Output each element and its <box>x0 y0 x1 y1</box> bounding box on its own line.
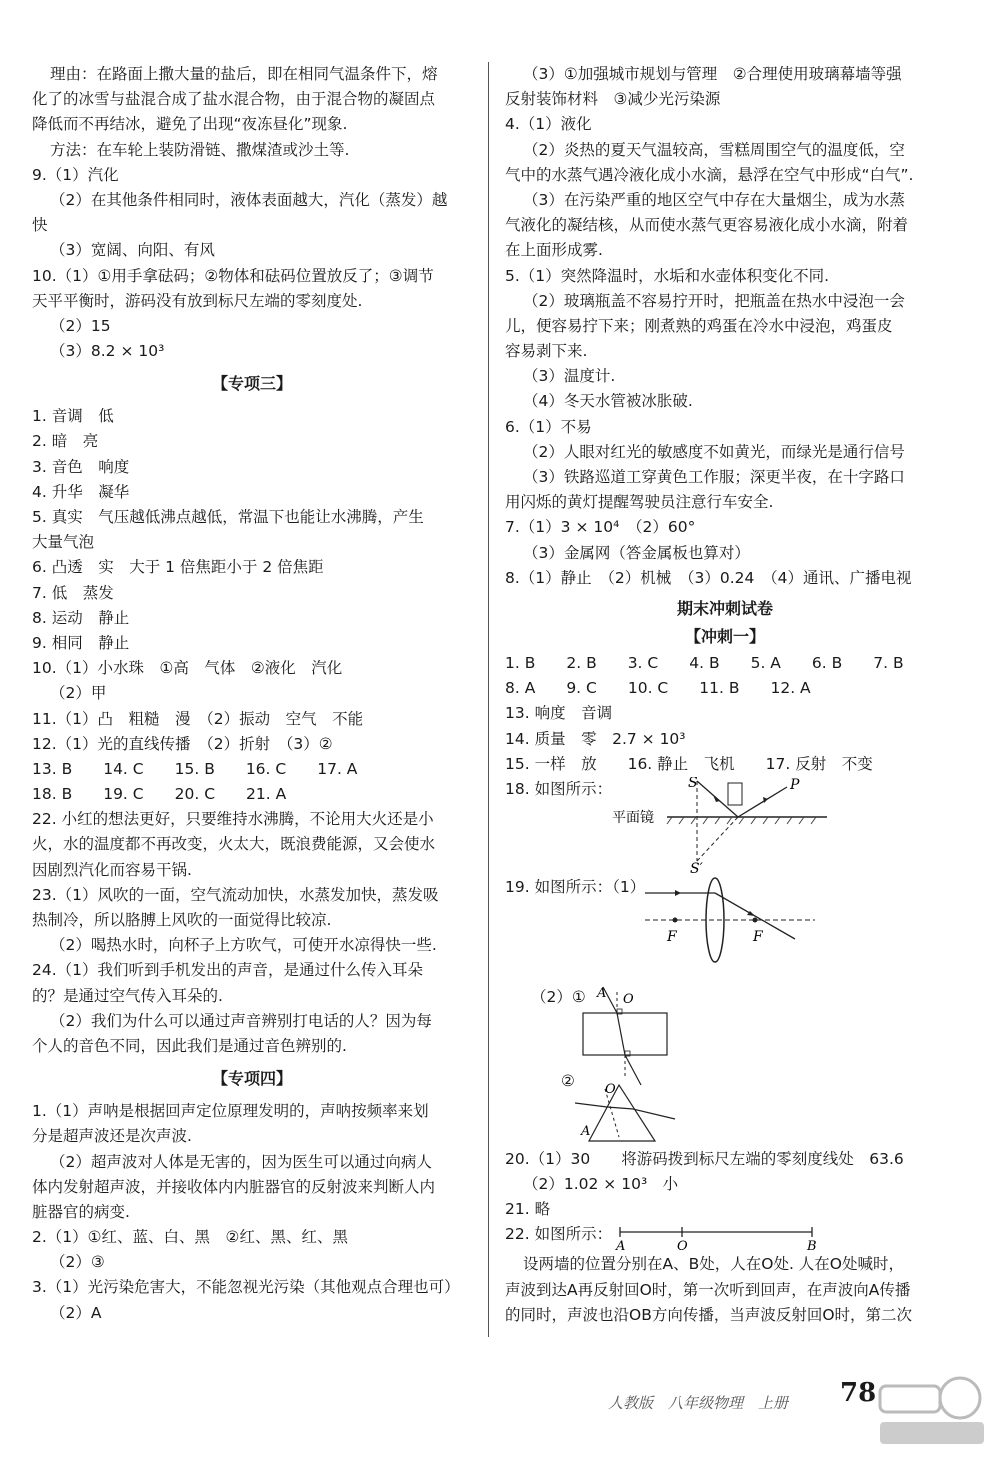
text-line: （2）我们为什么可以通过声音辨别打电话的人？因为每 <box>50 1011 432 1030</box>
text-line: 21. 略 <box>505 1200 551 1219</box>
q18-mirror-diagram <box>612 777 842 875</box>
block-point-o: O <box>623 991 634 1007</box>
q22-label: 22. 如图所示： <box>505 1225 613 1244</box>
q22-row <box>505 1222 945 1252</box>
right-column <box>505 62 945 1328</box>
text-line: 体内发射超声波，并接收体内内脏器官的反射波来判断人内 <box>32 1177 436 1196</box>
text-line: （3）金属网（答金属板也算对） <box>523 543 750 562</box>
text-line: 3.（1）光污染危害大，不能忽视光污染（其他观点合理也可） <box>32 1278 460 1297</box>
text-line: 1. 音调 低 <box>32 407 114 426</box>
text-line: （4）冬天水管被冰胀破. <box>523 392 693 411</box>
section-heading-4: 【专项四】 <box>211 1069 292 1089</box>
text-line: （2）在其他条件相同时，液体表面越大，汽化（蒸发）越 <box>50 190 448 209</box>
text-line: 10.（1）小水珠 ①高 气体 ②液化 汽化 <box>32 659 343 678</box>
final-block <box>505 1252 945 1328</box>
text-line: 11.（1）凸 粗糙 漫 （2）振动 空气 不能 <box>32 709 364 728</box>
column-divider <box>488 62 489 1337</box>
exam-subtitle: 【冲刺一】 <box>684 626 765 646</box>
after-figure-block <box>505 1147 945 1223</box>
text-line: 2. 暗 亮 <box>32 432 99 451</box>
text-line: 火，水的温度都不再改变，火太大，既浪费能源，又会使水 <box>32 835 436 854</box>
text-line: （2）超声波对人体是无害的，因为医生可以通过向病人 <box>50 1152 432 1171</box>
q18-label: 18. 如图所示： <box>505 779 613 798</box>
text-line: 8. 运动 静止 <box>32 608 130 627</box>
left-column <box>32 62 472 1326</box>
text-line: 15. 一样 放 16. 静止 飞机 17. 反射 不变 <box>505 754 873 773</box>
text-line: （2）甲 <box>50 684 107 703</box>
text-line: （3）在污染严重的地区空气中存在大量烟尘，成为水蒸 <box>523 190 905 209</box>
text-line: 23.（1）风吹的一面，空气流动加快，水蒸发加快，蒸发吸 <box>32 885 439 904</box>
exam-title: 期末冲刺试卷 <box>676 598 773 618</box>
right-top-block <box>505 62 945 591</box>
text-line: （2）喝热水时，向杯子上方吹气，可使开水凉得快一些. <box>50 936 437 955</box>
text-line: 1. B 2. B 3. C 4. B 5. A 6. B 7. B <box>505 653 904 672</box>
text-line: 大量气泡 <box>32 533 95 552</box>
focus-left: F <box>667 928 677 945</box>
text-line: 声波到达A再反射回O时，第一次听到回声，在声波向A传播 <box>505 1280 911 1299</box>
q19-row <box>505 875 945 985</box>
text-line: 6.（1）不易 <box>505 417 592 436</box>
left-bottom-block <box>32 1099 472 1326</box>
answers-block <box>505 651 945 777</box>
text-line: 3. 音色 响度 <box>32 457 130 476</box>
text-line: 分是超声波还是次声波. <box>32 1127 192 1146</box>
text-line: 5.（1）突然降温时，水垢和水壶体积变化不同. <box>505 266 830 285</box>
prism-point-a: A <box>581 1123 591 1139</box>
text-line: 快 <box>32 216 48 235</box>
point-p: P <box>790 776 800 793</box>
text-line: 4.（1）液化 <box>505 115 592 134</box>
text-line: 9.（1）汽化 <box>32 165 119 184</box>
text-line: 10.（1）①用手拿砝码；②物体和砝码位置放反了；③调节 <box>32 266 434 285</box>
q18-row <box>505 777 945 875</box>
text-line: 8.（1）静止 （2）机械 （3）0.24 （4）通讯、广播电视 <box>505 568 912 587</box>
watermark-logo <box>878 1374 988 1450</box>
q19-lens-diagram <box>645 875 815 985</box>
text-line: 设两墙的位置分别在A、B处，人在O处. 人在O处喊时， <box>523 1255 904 1274</box>
text-line: 18. B 19. C 20. C 21. A <box>32 785 287 804</box>
text-line: 24.（1）我们听到手机发出的声音，是通过什么传入耳朵 <box>32 961 424 980</box>
text-line: （3）8.2 × 10³ <box>50 342 165 361</box>
text-line: 2.（1）①红、蓝、白、黑 ②红、黑、红、黑 <box>32 1228 348 1247</box>
text-line: 13. 响度 音调 <box>505 704 613 723</box>
text-line: （3）铁路巡道工穿黄色工作服；深更半夜，在十字路口 <box>523 468 905 486</box>
text-line: 1.（1）声呐是根据回声定位原理发明的，声呐按频率来划 <box>32 1102 429 1121</box>
text-line: 在上面形成雾. <box>505 241 603 260</box>
text-line: 7.（1）3 × 10⁴ （2）60° <box>505 518 696 537</box>
point-o: O <box>677 1239 688 1253</box>
q19-2-diagram <box>575 985 695 1147</box>
text-line: 5. 真实 气压越低沸点越低，常温下也能让水沸腾，产生 <box>32 508 424 526</box>
page-number: 78 <box>840 1378 877 1408</box>
text-line: （2）③ <box>50 1253 105 1272</box>
text-line: （2）A <box>50 1303 102 1322</box>
footer-text: 人教版 八年级物理 上册 <box>608 1394 789 1412</box>
text-line: 方法：在车轮上装防滑链、撒煤渣或沙土等. <box>50 140 350 159</box>
text-line: 降低而不再结冰，避免了出现“夜冻昼化”现象. <box>32 115 348 134</box>
text-line: 12.（1）光的直线传播 （2）折射 （3）② <box>32 734 333 753</box>
text-line: 气液化的凝结核，从而使水蒸气更容易液化成小水滴，附着 <box>505 216 909 235</box>
text-line: 用闪烁的黄灯提醒驾驶员注意行车安全. <box>505 493 774 512</box>
text-line: 气中的水蒸气遇冷液化成小水滴，悬浮在空气中形成“白气”. <box>505 165 914 184</box>
text-line: （2）1.02 × 10³ 小 <box>523 1175 679 1194</box>
text-line: 脏器官的病变. <box>32 1202 130 1221</box>
point-s: S <box>688 776 698 791</box>
q22-line-diagram <box>612 1222 822 1252</box>
q19-2b-label: ② <box>561 1071 575 1090</box>
point-s-prime: S′ <box>690 860 703 875</box>
text-line: 4. 升华 凝华 <box>32 482 130 501</box>
q19-2-row <box>505 985 945 1147</box>
text-line: （2）15 <box>50 316 111 335</box>
text-line: 反射装饰材料 ③减少光污染源 <box>505 90 721 109</box>
text-line: 容易剥下来. <box>505 342 588 361</box>
left-top-block <box>32 62 472 364</box>
left-mid-block <box>32 404 472 1059</box>
text-line: 6. 凸透 实 大于 1 倍焦距小于 2 倍焦距 <box>32 558 324 577</box>
text-line: 8. A 9. C 10. C 11. B 12. A <box>505 679 811 698</box>
text-line: 的同时，声波也沿OB方向传播，当声波反射回O时，第二次 <box>505 1305 913 1324</box>
mirror-label: 平面镜 <box>612 809 655 826</box>
text-line: （2）人眼对红光的敏感度不如黄光，而绿光是通行信号 <box>523 442 905 461</box>
block-point-a: A <box>597 985 607 1001</box>
text-line: （3）温度计. <box>523 367 616 386</box>
focus-right: F <box>753 928 763 945</box>
wall-a: A <box>616 1239 626 1253</box>
q19-label: 19. 如图所示：（1） <box>505 877 646 896</box>
prism-point-o: O <box>605 1081 616 1097</box>
text-line: （3）①加强城市规划与管理 ②合理使用玻璃幕墙等强 <box>523 65 902 83</box>
text-line: 20.（1）30 将游码拨到标尺左端的零刻度线处 63.6 <box>505 1149 904 1168</box>
text-line: 22. 小红的想法更好，只要维持水沸腾，不论用大火还是小 <box>32 810 434 829</box>
text-line: 的？是通过空气传入耳朵的. <box>32 986 223 1005</box>
text-line: 理由：在路面上撒大量的盐后，即在相同气温条件下，熔 <box>50 65 438 83</box>
text-line: 因剧烈汽化而容易干锅. <box>32 860 192 879</box>
q19-2-label: （2）① <box>531 987 586 1006</box>
text-line: 化了的冰雪与盐混合成了盐水混合物，由于混合物的凝固点 <box>32 90 436 109</box>
text-line: 个人的音色不同，因此我们是通过音色辨别的. <box>32 1036 347 1055</box>
text-line: 儿，便容易拧下来；刚煮熟的鸡蛋在冷水中浸泡，鸡蛋皮 <box>505 316 893 335</box>
text-line: 7. 低 蒸发 <box>32 583 114 602</box>
text-line: （2）炎热的夏天气温较高，雪糕周围空气的温度低，空 <box>523 140 905 159</box>
text-line: 天平平衡时，游码没有放到标尺左端的零刻度处. <box>32 291 363 310</box>
text-line: （2）玻璃瓶盖不容易拧开时，把瓶盖在热水中浸泡一会 <box>523 291 905 310</box>
text-line: 14. 质量 零 2.7 × 10³ <box>505 729 686 748</box>
text-line: （3）宽阔、向阳、有风 <box>50 241 215 260</box>
text-line: 热制冷，所以胳膊上风吹的一面觉得比较凉. <box>32 911 332 929</box>
section-heading-3: 【专项三】 <box>211 374 292 394</box>
wall-b: B <box>807 1239 817 1253</box>
text-line: 9. 相同 静止 <box>32 633 130 652</box>
text-line: 13. B 14. C 15. B 16. C 17. A <box>32 759 358 778</box>
